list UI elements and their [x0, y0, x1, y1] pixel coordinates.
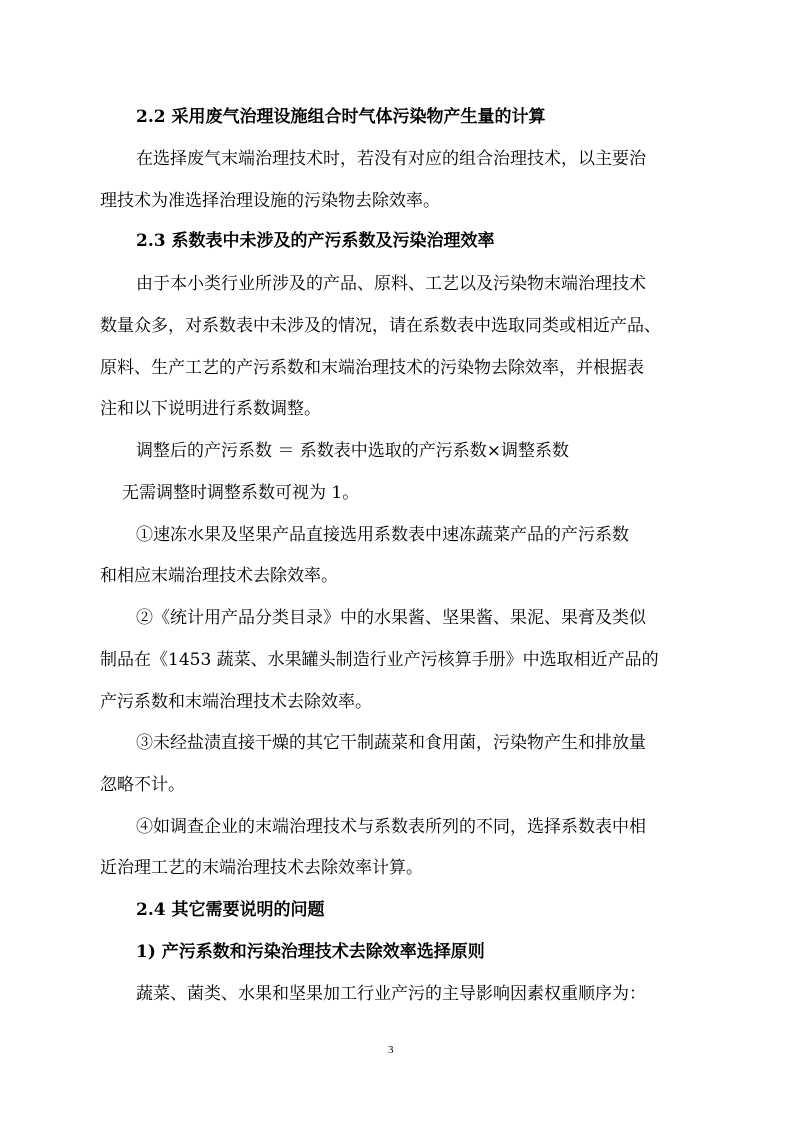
- list-item-4-continued: 近治理工艺的末端治理技术去除效率计算。: [100, 858, 423, 878]
- formula-line: 调整后的产污系数 ＝ 系数表中选取的产污系数×调整系数: [136, 441, 570, 461]
- list-item-4: ④如调查企业的末端治理技术与系数表所列的不同，选择系数表中相: [136, 817, 646, 837]
- list-item-2: ②《统计用产品分类目录》中的水果酱、坚果酱、果泥、果膏及类似: [136, 608, 646, 628]
- paragraph-line: 在选择废气末端治理技术时，若没有对应的组合治理技术，以主要治: [136, 149, 646, 169]
- paragraph-line: 蔬菜、菌类、水果和坚果加工行业产污的主导影响因素权重顺序为：: [136, 984, 646, 1004]
- paragraph-line: 原料、生产工艺的产污系数和末端治理技术的污染物去除效率，并根据表: [100, 358, 644, 378]
- paragraph-line: 理技术为准选择治理设施的污染物去除效率。: [100, 191, 440, 211]
- list-item-2-continued: 制品在《1453 蔬菜、水果罐头制造行业产污核算手册》中选取相近产品的: [100, 650, 659, 670]
- paragraph-line: 注和以下说明进行系数调整。: [100, 399, 321, 419]
- note-line: 无需调整时调整系数可视为 1。: [122, 483, 360, 503]
- section-heading-2-2: 2.2 采用废气治理设施组合时气体污染物产生量的计算: [136, 107, 546, 127]
- page-number: 3: [388, 1044, 394, 1056]
- section-heading-2-4: 2.4 其它需要说明的问题: [136, 900, 325, 920]
- list-item-3-continued: 忽略不计。: [100, 775, 185, 795]
- subsection-heading-1: 1) 产污系数和污染治理技术去除效率选择原则: [136, 942, 485, 962]
- section-heading-2-3: 2.3 系数表中未涉及的产污系数及污染治理效率: [136, 231, 495, 251]
- list-item-1-continued: 和相应末端治理技术去除效率。: [100, 566, 338, 586]
- paragraph-line: 由于本小类行业所涉及的产品、原料、工艺以及污染物末端治理技术: [136, 274, 646, 294]
- list-item-3: ③未经盐渍直接干燥的其它干制蔬菜和食用菌，污染物产生和排放量: [136, 733, 646, 753]
- paragraph-line: 数量众多，对系数表中未涉及的情况，请在系数表中选取同类或相近产品、: [100, 316, 661, 336]
- list-item-2-continued: 产污系数和末端治理技术去除效率。: [100, 692, 372, 712]
- list-item-1: ①速冻水果及坚果产品直接选用系数表中速冻蔬菜产品的产污系数: [136, 525, 629, 545]
